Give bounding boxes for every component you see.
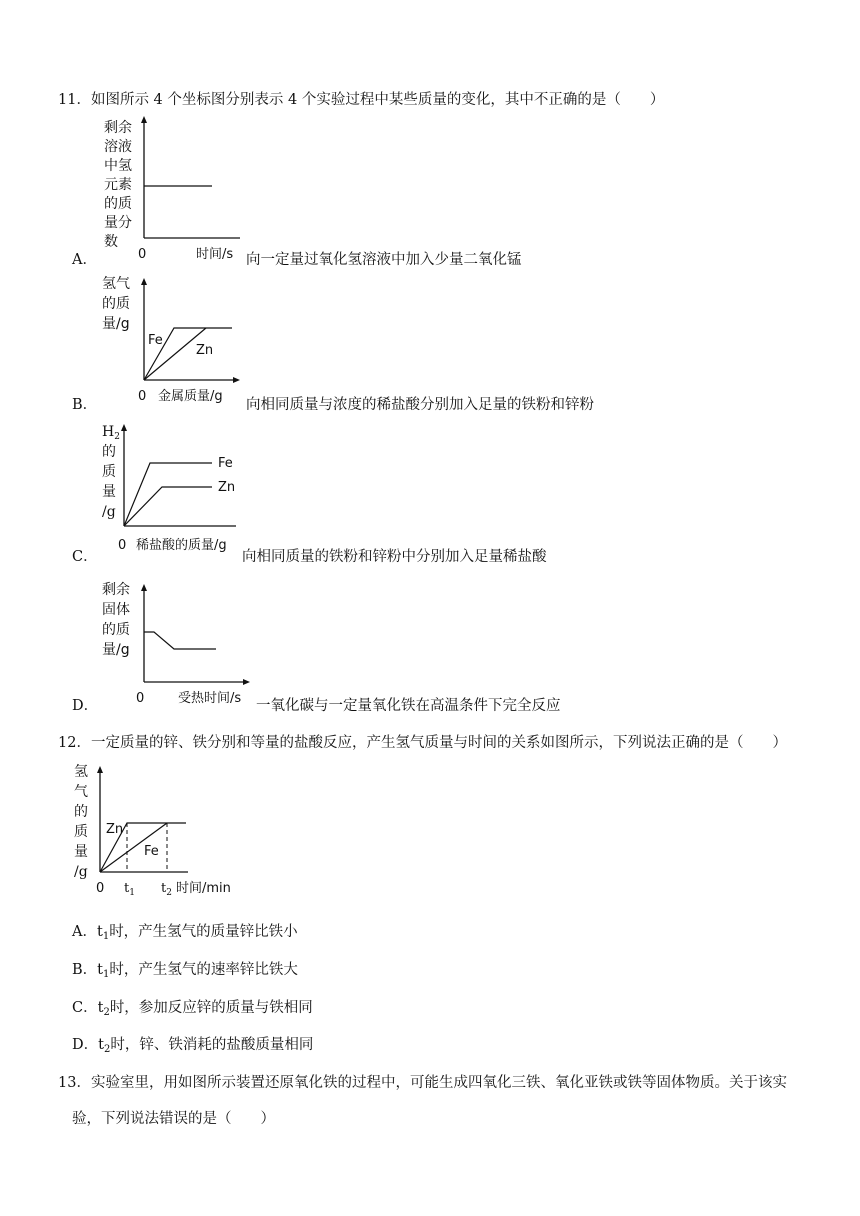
svg-text:/g: /g [102, 504, 116, 520]
svg-text:的质: 的质 [102, 296, 130, 312]
graph-11b [100, 272, 250, 408]
svg-text:受热时间/s: 受热时间/s [178, 691, 242, 706]
svg-text:量: 量 [102, 484, 116, 500]
svg-text:时间/s: 时间/s [196, 247, 234, 262]
q12-option-d: D．$t_2$时，锌、铁消耗的盐酸质量相同 [72, 1037, 314, 1055]
svg-text:量: 量 [74, 844, 88, 860]
svg-text:0: 0 [118, 538, 127, 553]
svg-text:溶液: 溶液 [104, 139, 132, 155]
svg-text:数: 数 [104, 234, 118, 250]
q12-option-b: B．$t_1$时，产生氢气的速率锌比铁大 [72, 962, 298, 980]
graph-11c [96, 420, 246, 562]
q11-option-a-text: 向一定量过氧化氢溶液中加入少量二氧化锰 [246, 252, 522, 268]
graph-11a [100, 112, 250, 262]
graph-11d-line [144, 632, 216, 649]
svg-text:t2: $t_2$ [161, 881, 172, 898]
graph-11c-ylabel [102, 424, 120, 520]
svg-text:质: 质 [102, 464, 116, 480]
svg-text:0: 0 [138, 247, 147, 262]
graph-12-ylabel [74, 764, 88, 880]
svg-text:H2: $H_2$ [102, 424, 120, 442]
svg-text:剩余: 剩余 [102, 582, 130, 598]
q12-option-a: A．$t_1$时，产生氢气的质量锌比铁小 [72, 924, 298, 942]
svg-text:/g: /g [74, 864, 88, 880]
q12-stem: 12．一定质量的锌、铁分别和等量的盐酸反应，产生氢气质量与时间的关系如图所示，下列说法正确的是（ ） [58, 735, 787, 751]
graph-12-fe-label: Fe [144, 844, 159, 859]
q11-option-d-text: 一氧化碳与一定量氧化铁在高温条件下完全反应 [256, 698, 561, 714]
graph-11d-ylabel [102, 582, 130, 658]
svg-text:质: 质 [74, 824, 88, 840]
svg-text:时间/min: 时间/min [176, 881, 231, 896]
svg-text:量/g: 量/g [102, 642, 130, 658]
svg-text:金属质量/g: 金属质量/g [158, 389, 223, 404]
svg-text:氢: 氢 [74, 764, 88, 780]
graph-11b-ylabel [102, 276, 130, 332]
svg-text:t1: $t_1$ [124, 881, 135, 898]
svg-text:0: 0 [136, 691, 145, 706]
graph-11b-zn-label: Zn [196, 343, 214, 358]
q13-stem-line1: 13．实验室里，用如图所示装置还原氧化铁的过程中，可能生成四氧化三铁、氧化亚铁或铁等固体物质。关于该实 [58, 1075, 787, 1091]
q11-option-c-label: C． [72, 549, 98, 565]
graph-11c-fe-label: Fe [218, 456, 233, 471]
graph-11d [100, 578, 260, 710]
graph-12-zn-label: Zn [106, 822, 124, 837]
svg-text:中氢: 中氢 [104, 158, 132, 174]
q12-option-c: C．$t_2$时，参加反应锌的质量与铁相同 [72, 1000, 313, 1018]
svg-text:的质: 的质 [104, 196, 132, 212]
svg-text:元素: 元素 [104, 177, 132, 193]
q11-stem: 11．如图所示 4 个坐标图分别表示 4 个实验过程中某些质量的变化，其中不正确的是（ ） [58, 92, 665, 108]
svg-text:的: 的 [74, 804, 88, 820]
svg-text:气: 气 [74, 784, 88, 800]
q11-option-a-label: A． [72, 252, 97, 268]
svg-text:0: 0 [138, 389, 147, 404]
svg-text:氢气: 氢气 [102, 276, 130, 292]
q11-option-b-text: 向相同质量与浓度的稀盐酸分别加入足量的铁粉和锌粉 [246, 397, 594, 413]
graph-11b-fe-label: Fe [148, 333, 163, 348]
q11-option-b-label: B． [72, 397, 98, 413]
graph-12 [70, 760, 250, 902]
graph-11a-ylabel [104, 120, 132, 250]
svg-text:的质: 的质 [102, 622, 130, 638]
svg-text:量分: 量分 [104, 215, 132, 231]
q11-option-c-text: 向相同质量的铁粉和锌粉中分别加入足量稀盐酸 [242, 549, 547, 565]
svg-text:的: 的 [102, 444, 116, 460]
q11-option-d-label: D． [72, 698, 99, 714]
svg-text:固体: 固体 [102, 602, 130, 618]
graph-11c-fe-line [124, 463, 212, 526]
svg-text:0: 0 [96, 881, 105, 896]
svg-text:量/g: 量/g [102, 316, 130, 332]
graph-11c-zn-label: Zn [218, 480, 236, 495]
svg-text:稀盐酸的质量/g: 稀盐酸的质量/g [136, 538, 227, 553]
svg-text:剩余: 剩余 [104, 120, 132, 136]
q13-stem-line2: 验，下列说法错误的是（ ） [72, 1111, 275, 1127]
